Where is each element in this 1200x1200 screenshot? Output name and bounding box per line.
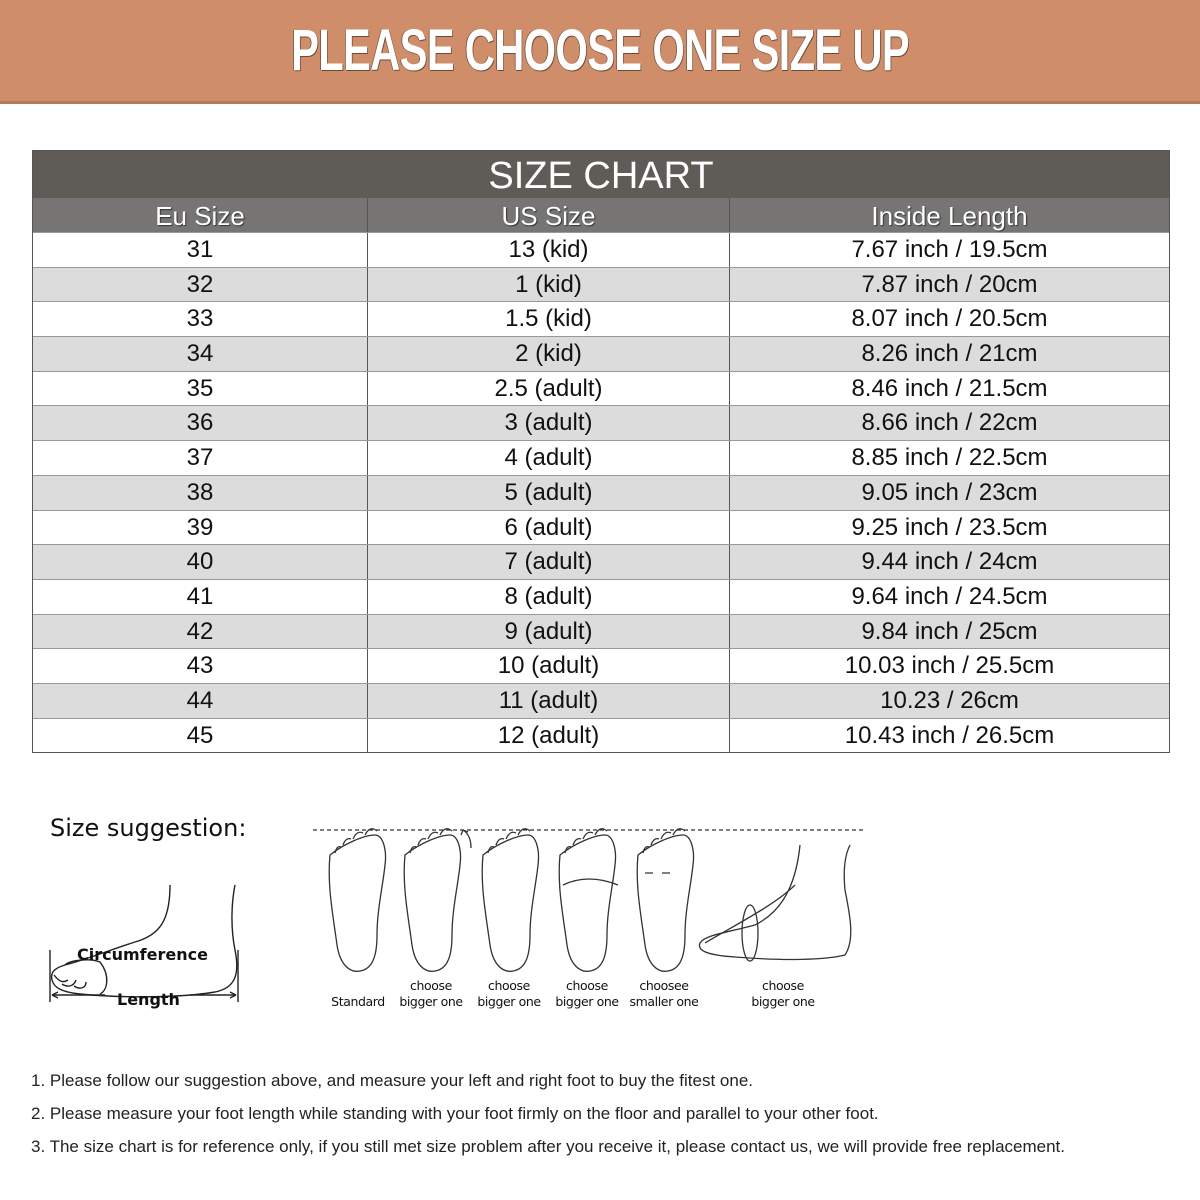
foot-caption <box>328 978 388 1010</box>
table-row <box>33 405 1169 440</box>
us-size-cell: 4 (adult) <box>368 441 730 475</box>
inside-length-cell: 8.46 inch / 21.5cm <box>851 374 1048 402</box>
us-size-cell: 6 (adult) <box>368 511 730 545</box>
inside-length-cell: 9.64 inch / 24.5cm <box>851 582 1048 610</box>
foot-caption-line1: choose <box>488 978 530 993</box>
foot-caption-line1: choose <box>410 978 452 993</box>
inside-length-cell: 8.07 inch / 20.5cm <box>851 305 1048 333</box>
inside-length-cell: 8.26 inch / 21cm <box>861 340 1038 368</box>
inside-length-cell: 9.44 inch / 24cm <box>861 548 1038 576</box>
note-1: 1. Please follow our suggestion above, and measure your left and right foot to buy the fitest one. <box>31 1071 754 1090</box>
foot-caption <box>474 978 544 1010</box>
eu-size-cell: 38 <box>33 476 368 510</box>
inside-length-cell: 10.43 inch / 26.5cm <box>844 721 1055 749</box>
table-row <box>33 683 1169 718</box>
foot-caption-line2: bigger one <box>555 994 619 1009</box>
table-row <box>33 544 1169 579</box>
eu-size-cell: 45 <box>33 719 368 753</box>
us-size-cell: 2.5 (adult) <box>368 372 730 406</box>
eu-size-cell: 35 <box>33 372 368 406</box>
us-size-cell: 10 (adult) <box>368 649 730 683</box>
foot-caption-line1: choosee <box>639 978 689 993</box>
table-row <box>33 440 1169 475</box>
table-row <box>33 475 1169 510</box>
table-row <box>33 614 1169 649</box>
table-row <box>33 648 1169 683</box>
header-us-size: US Size <box>368 198 730 232</box>
table-row <box>33 579 1169 614</box>
foot-caption-line2: smaller one <box>629 994 699 1009</box>
foot-caption <box>628 978 700 1010</box>
note-2: 2. Please measure your foot length while standing with your foot firmly on the floor and parallel to your other foot. <box>31 1104 879 1123</box>
size-suggestion-title: Size suggestion: <box>50 814 247 842</box>
eu-size-cell: 44 <box>33 684 368 718</box>
banner-title: PLEASE CHOOSE ONE SIZE UP <box>291 18 909 83</box>
inside-length-cell: 10.03 inch / 25.5cm <box>844 652 1055 680</box>
eu-size-cell: 33 <box>33 302 368 336</box>
us-size-cell: 3 (adult) <box>368 406 730 440</box>
inside-length-cell: 9.05 inch / 23cm <box>861 478 1038 506</box>
inside-length-cell: 10.23 / 26cm <box>880 686 1019 714</box>
table-row <box>33 371 1169 406</box>
table-row <box>33 232 1169 267</box>
inside-length-cell: 7.87 inch / 20cm <box>861 270 1038 298</box>
us-size-cell: 11 (adult) <box>368 684 730 718</box>
eu-size-cell: 34 <box>33 337 368 371</box>
us-size-cell: 12 (adult) <box>368 719 730 753</box>
eu-size-cell: 39 <box>33 511 368 545</box>
foot-caption-line2: bigger one <box>399 994 463 1009</box>
table-row <box>33 267 1169 302</box>
us-size-cell: 9 (adult) <box>368 615 730 649</box>
table-row <box>33 718 1169 753</box>
eu-size-cell: 42 <box>33 615 368 649</box>
eu-size-cell: 32 <box>33 268 368 302</box>
foot-caption <box>748 978 818 1010</box>
note-3: 3. The size chart is for reference only, if you still met size problem after you receive it, please contact us, we will provide free replacement. <box>31 1137 1065 1156</box>
us-size-cell: 1.5 (kid) <box>368 302 730 336</box>
circumference-label: Circumference <box>77 945 208 964</box>
table-row <box>33 336 1169 371</box>
inside-length-cell: 8.85 inch / 22.5cm <box>851 444 1048 472</box>
us-size-cell: 1 (kid) <box>368 268 730 302</box>
foot-caption-line2: Standard <box>331 994 385 1009</box>
eu-size-cell: 31 <box>33 233 368 267</box>
eu-size-cell: 36 <box>33 406 368 440</box>
eu-size-cell: 40 <box>33 545 368 579</box>
eu-size-cell: 41 <box>33 580 368 614</box>
us-size-cell: 8 (adult) <box>368 580 730 614</box>
inside-length-cell: 8.66 inch / 22cm <box>861 409 1038 437</box>
us-size-cell: 7 (adult) <box>368 545 730 579</box>
size-chart-title: SIZE CHART <box>33 151 1169 198</box>
foot-caption-line1: choose <box>762 978 804 993</box>
size-chart-table <box>32 150 1170 753</box>
foot-shapes-diagram-icon <box>305 815 900 980</box>
header-eu-size: Eu Size <box>33 198 368 232</box>
us-size-cell: 2 (kid) <box>368 337 730 371</box>
top-banner <box>0 0 1200 104</box>
eu-size-cell: 37 <box>33 441 368 475</box>
foot-caption <box>396 978 466 1010</box>
foot-caption-line1: choose <box>566 978 608 993</box>
foot-caption <box>552 978 622 1010</box>
inside-length-cell: 9.84 inch / 25cm <box>861 617 1038 645</box>
size-chart-header <box>33 198 1169 232</box>
table-row <box>33 510 1169 545</box>
length-label: Length <box>117 990 180 1009</box>
foot-caption-line2: bigger one <box>751 994 815 1009</box>
foot-caption-line1 <box>328 978 388 994</box>
notes-list <box>31 1070 1065 1169</box>
table-row <box>33 301 1169 336</box>
us-size-cell: 5 (adult) <box>368 476 730 510</box>
us-size-cell: 13 (kid) <box>368 233 730 267</box>
foot-caption-line2: bigger one <box>477 994 541 1009</box>
header-inside-length: Inside Length <box>871 201 1028 231</box>
inside-length-cell: 9.25 inch / 23.5cm <box>851 513 1048 541</box>
eu-size-cell: 43 <box>33 649 368 683</box>
inside-length-cell: 7.67 inch / 19.5cm <box>851 236 1048 263</box>
